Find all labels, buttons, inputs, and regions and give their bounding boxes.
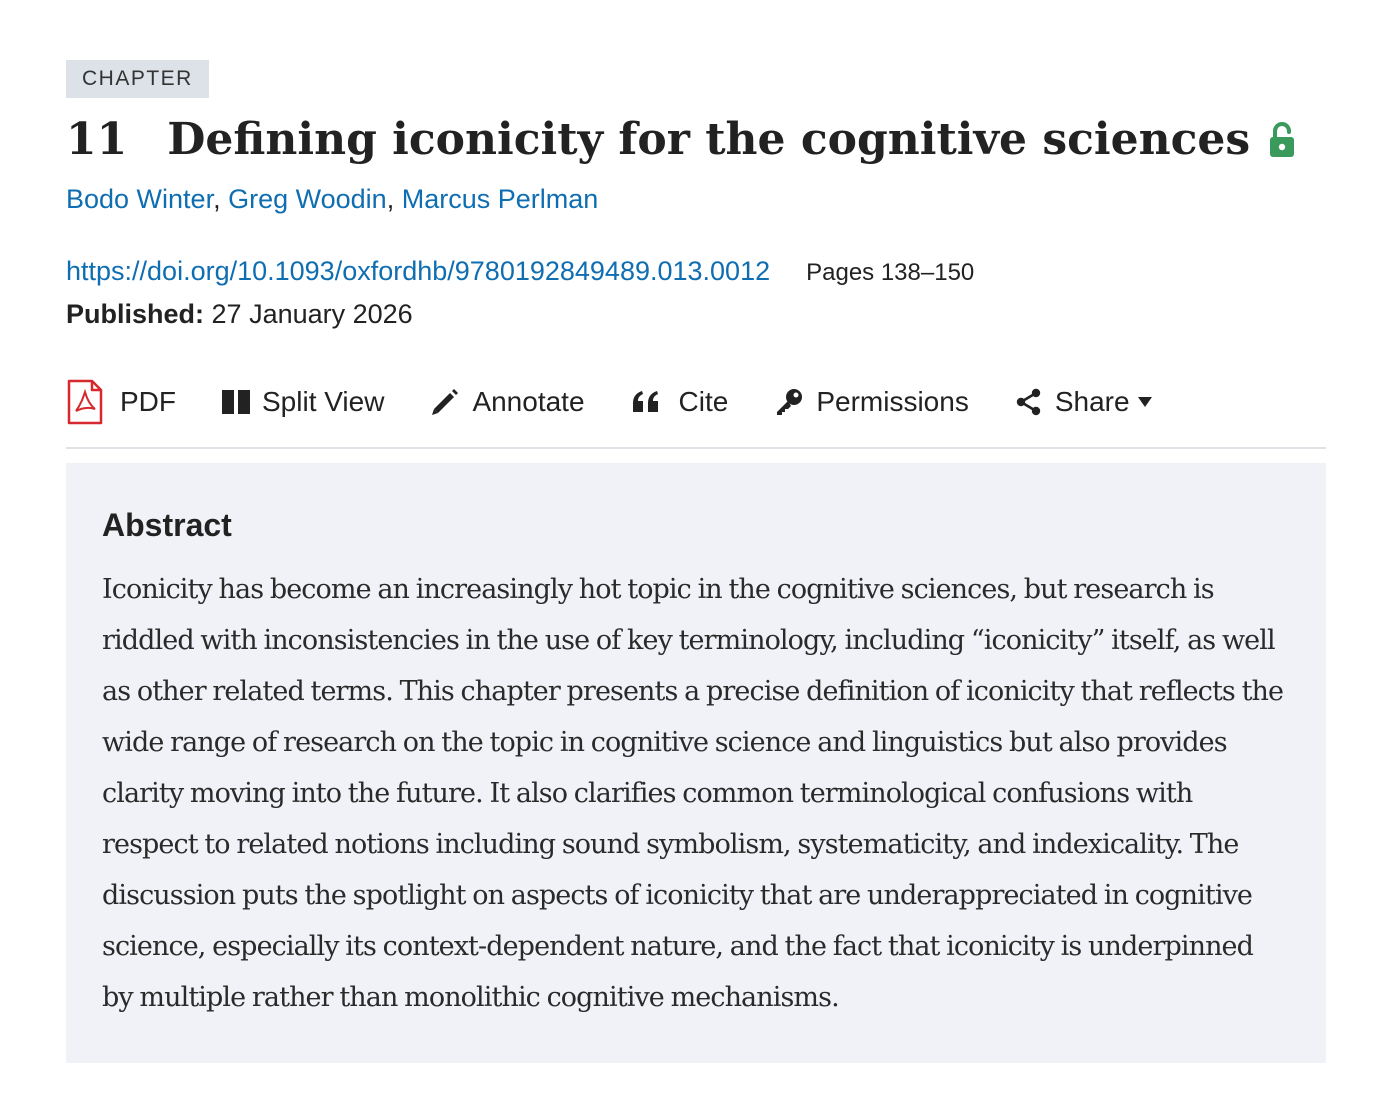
- split-view-icon: [222, 390, 250, 414]
- quote-icon: [631, 390, 661, 414]
- cite-button[interactable]: [631, 386, 729, 418]
- abstract-heading: Abstract: [102, 507, 232, 543]
- published-date: 27 January 2026: [211, 299, 413, 329]
- share-icon: [1015, 388, 1043, 416]
- author-link[interactable]: Marcus Perlman: [401, 184, 599, 214]
- share-button[interactable]: [1015, 386, 1152, 418]
- pdf-label: PDF: [120, 386, 176, 417]
- split-view-button[interactable]: [222, 386, 384, 418]
- chapter-tag: CHAPTER: [66, 60, 209, 98]
- abstract-panel: [66, 463, 1326, 1063]
- cite-label: Cite: [678, 386, 729, 417]
- permissions-label: Permissions: [816, 386, 969, 417]
- chapter-title-row: [66, 112, 1326, 168]
- chapter-title: Defining iconicity for the cognitive sciences: [167, 114, 1251, 165]
- chapter-header: [66, 60, 1326, 1063]
- split-view-label: Split View: [262, 386, 385, 417]
- author-list: [66, 182, 1326, 216]
- annotate-label: Annotate: [472, 386, 585, 417]
- page-range: Pages 138–150: [806, 259, 975, 286]
- abstract-text: Iconicity has become an increasingly hot topic in the cognitive sciences, but research is riddled with inconsistencies in the use of key terminology, including “iconicity” itself, as well as other related terms. This chapter presents a precise definition of iconicity that reflects the wide range of research on the topic in cognitive science and linguistics but also provides clarity moving into the future. It also clarifies common terminological confusions with respect to related notions including sound symbolism, systematicity, and indexicality. The discussion puts the spotlight on aspects of iconicity that are underappreciated in cognitive science, especially its context-dependent nature, and the fact that iconicity is underpinned by multiple rather than monolithic cognitive mechanisms.: [102, 574, 1284, 1013]
- permissions-button[interactable]: [774, 386, 968, 418]
- pdf-button[interactable]: [66, 378, 176, 426]
- published-date-line: [66, 297, 1326, 331]
- caret-down-icon: [1138, 396, 1152, 408]
- author-separator: ,: [386, 184, 395, 214]
- pdf-icon: [66, 378, 104, 426]
- pencil-icon: [430, 387, 460, 417]
- author-link[interactable]: Bodo Winter: [66, 184, 214, 214]
- author-separator: ,: [213, 184, 221, 214]
- published-label: Published:: [66, 299, 205, 329]
- share-label: Share: [1054, 386, 1130, 417]
- doi-row: [66, 256, 1326, 287]
- key-icon: [774, 387, 804, 417]
- doi-link[interactable]: https://doi.org/10.1093/oxfordhb/9780192849489.013.0012: [66, 256, 771, 286]
- article-toolbar: [66, 371, 1326, 449]
- chapter-number: 11: [66, 114, 128, 165]
- author-link[interactable]: Greg Woodin: [228, 184, 387, 214]
- annotate-button[interactable]: [430, 386, 584, 418]
- unlocked-padlock-icon: [1268, 121, 1296, 159]
